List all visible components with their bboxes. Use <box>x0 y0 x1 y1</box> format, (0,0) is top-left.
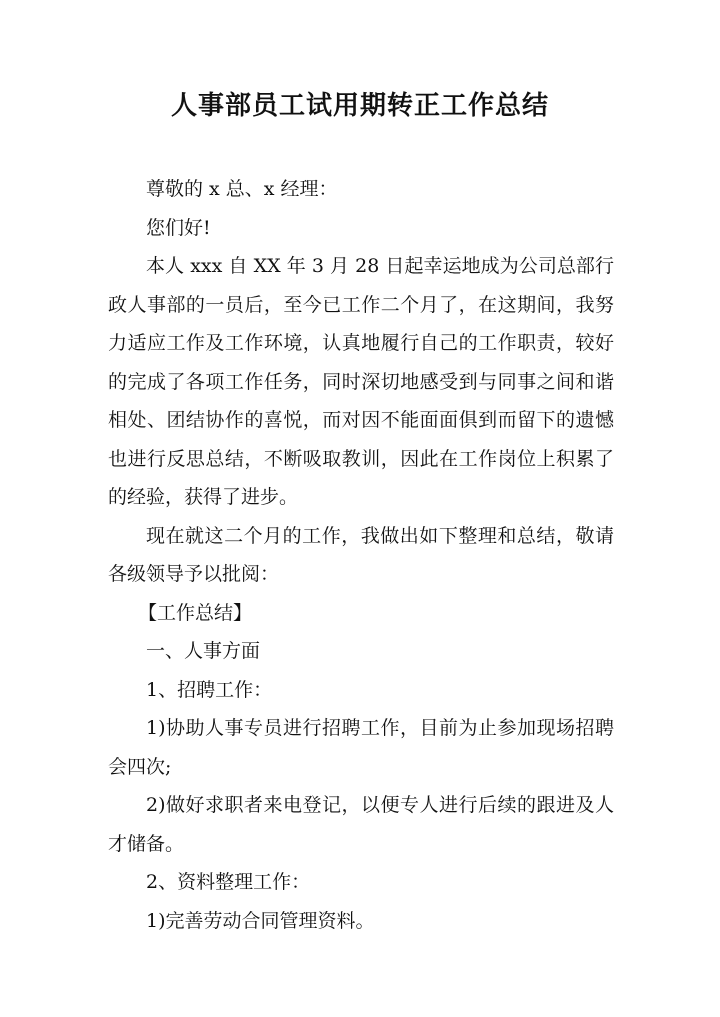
section-heading-personnel: 一、人事方面 <box>146 640 261 662</box>
greeting: 您们好! <box>146 216 211 239</box>
list-item: 2)做好求职者来电登记，以便专人进行后续的跟进及人才储备。 <box>108 794 614 855</box>
subsection-heading-documents: 2、资料整理工作： <box>146 871 311 893</box>
intro-paragraph: 本人 xxx 自 XX 年 3 月 28 日起幸运地成为公司总部行政人事部的一员后，至今已工作二个月了，在这期间，我努力适应工作及工作环境，认真地履行自己的工作职责，较好的完成了各项工作任务，同时深切地感受到与同事之间和谐相处、团结协作的喜悦，而对因不能面面俱到而留下的遗憾也进行反思总结，不断吸取教训，因此在工作岗位上积累了的经验，获得了进步。 <box>108 255 614 508</box>
salutation: 尊敬的 x 总、x 经理： <box>146 178 338 200</box>
document-title: 人事部员工试用期转正工作总结 <box>170 91 549 121</box>
subsection-heading-recruitment: 1、招聘工作： <box>146 678 273 701</box>
document-body <box>108 170 614 940</box>
section-heading-work-summary: 【工作总结】 <box>138 601 253 624</box>
list-item: 1)完善劳动合同管理资料。 <box>146 909 375 932</box>
summary-intro-paragraph: 现在就这二个月的工作，我做出如下整理和总结，敬请各级领导予以批阅： <box>108 524 614 585</box>
list-item: 1)协助人事专员进行招聘工作，目前为止参加现场招聘会四次; <box>108 717 614 778</box>
